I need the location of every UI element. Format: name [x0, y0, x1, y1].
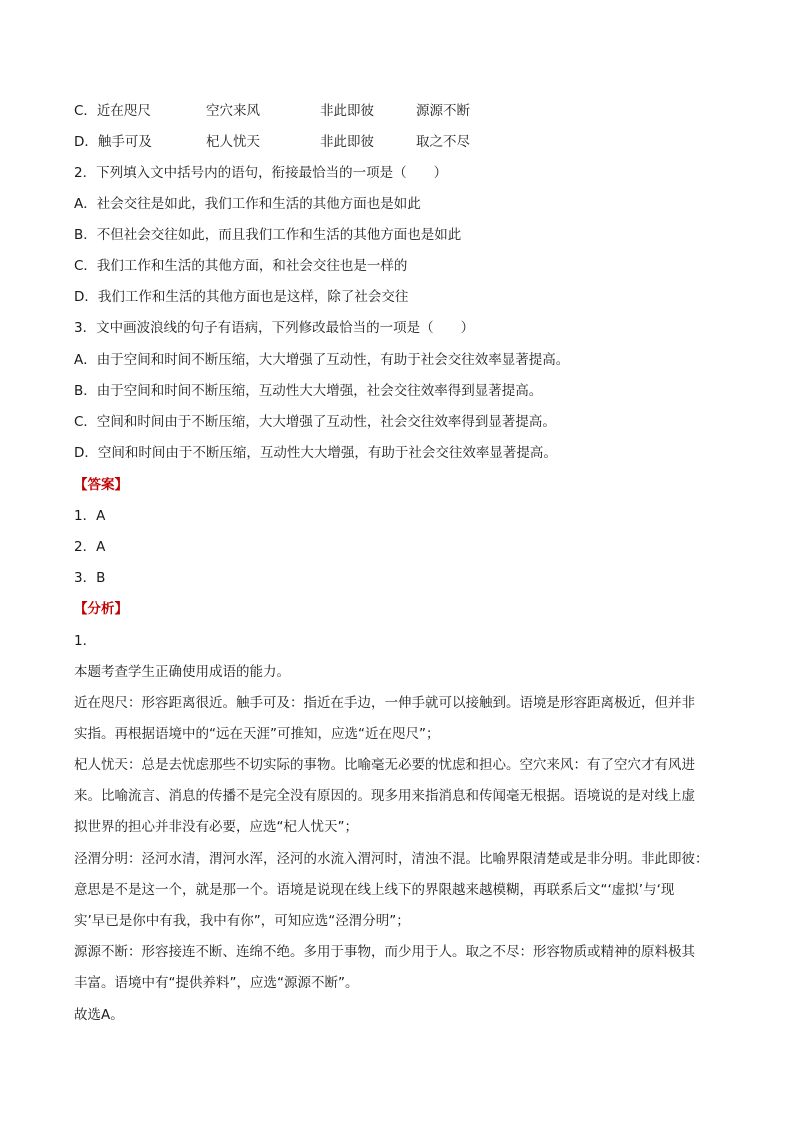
- analysis-line: 杞人忧天：总是去忧虑那些不切实际的事物。比喻毫无必要的忧虑和担心。空穴来风：有了空穴才有风进: [74, 757, 695, 773]
- analysis-line: 拟世界的担心并非没有必要，应选“杞人忧天”；: [74, 819, 358, 835]
- option-word: 非此即彼: [320, 103, 374, 119]
- analysis-line: 近在咫尺：形容距离很近。触手可及：指近在手边，一伸手就可以接触到。语境是形容距离极近，但并非: [74, 695, 695, 711]
- question-3-stem: 3．文中画波浪线的句子有语病，下列修改最恰当的一项是（ ）: [74, 320, 475, 336]
- option-label: C．近在咫尺: [74, 103, 151, 119]
- question-3-option-a: A．由于空间和时间不断压缩，大大增强了互动性，有助于社会交往效率显著提高。: [74, 352, 570, 368]
- option-label: D．触手可及: [74, 134, 152, 150]
- question-3-option-c: C．空间和时间由于不断压缩，大大增强了互动性，社会交往效率得到显著提高。: [74, 414, 556, 430]
- analysis-line: 来。比喻流言、消息的传播不是完全没有原因的。现多用来指消息和传闻毫无根据。语境说的是对线上虚: [74, 788, 695, 804]
- question-3-option-d: D．空间和时间由于不断压缩，互动性大大增强，有助于社会交往效率显著提高。: [74, 445, 557, 461]
- analysis-line: 实’早已是你中有我，我中有你”，可知应选“泾渭分明”；: [74, 913, 410, 929]
- analysis-line: 源源不断：形容接连不断、连绵不绝。多用于事物，而少用于人。取之不尽：形容物质或精神的原料极其: [74, 944, 695, 960]
- question-2-option-b: B．不但社会交往如此，而且我们工作和生活的其他方面也是如此: [74, 227, 462, 243]
- question-2-option-c: C．我们工作和生活的其他方面，和社会交往也是一样的: [74, 258, 408, 274]
- question-3-option-b: B．由于空间和时间不断压缩，互动性大大增强，社会交往效率得到显著提高。: [74, 383, 543, 399]
- question-2-stem: 2．下列填入文中括号内的语句，衔接最恰当的一项是（ ）: [74, 165, 448, 181]
- question-2-option-a: A．社会交往是如此，我们工作和生活的其他方面也是如此: [74, 196, 421, 212]
- option-word: 空穴来风: [206, 103, 260, 119]
- option-word: 非此即彼: [320, 134, 374, 150]
- question-2-option-d: D．我们工作和生活的其他方面也是这样，除了社会交往: [74, 289, 409, 305]
- option-word: 源源不断: [416, 103, 470, 119]
- analysis-line: 泾渭分明：泾河水清，渭河水浑，泾河的水流入渭河时，清浊不混。比喻界限清楚或是非分明。非此即彼：: [74, 851, 709, 867]
- answer-heading: 【答案】: [74, 477, 128, 493]
- analysis-heading: 【分析】: [74, 601, 128, 617]
- analysis-line: 本题考查学生正确使用成语的能力。: [74, 664, 290, 680]
- option-word: 杞人忧天: [206, 134, 260, 150]
- option-word: 取之不尽: [416, 134, 470, 150]
- answer-item: 2．A: [74, 539, 106, 555]
- analysis-line: 丰富。语境中有“提供养料”，应选“源源不断”。: [74, 975, 359, 991]
- answer-item: 3．B: [74, 570, 106, 586]
- analysis-line: 实指。再根据语境中的“远在天涯”可推知，应选“近在咫尺”；: [74, 726, 440, 742]
- analysis-line: 1．: [74, 633, 97, 649]
- answer-item: 1．A: [74, 508, 106, 524]
- analysis-line: 故选A。: [74, 1007, 124, 1023]
- analysis-line: 意思是不是这一个，就是那一个。语境是说现在线上线下的界限越来越模糊，再联系后文“‘虚拟’与‘现: [74, 882, 675, 898]
